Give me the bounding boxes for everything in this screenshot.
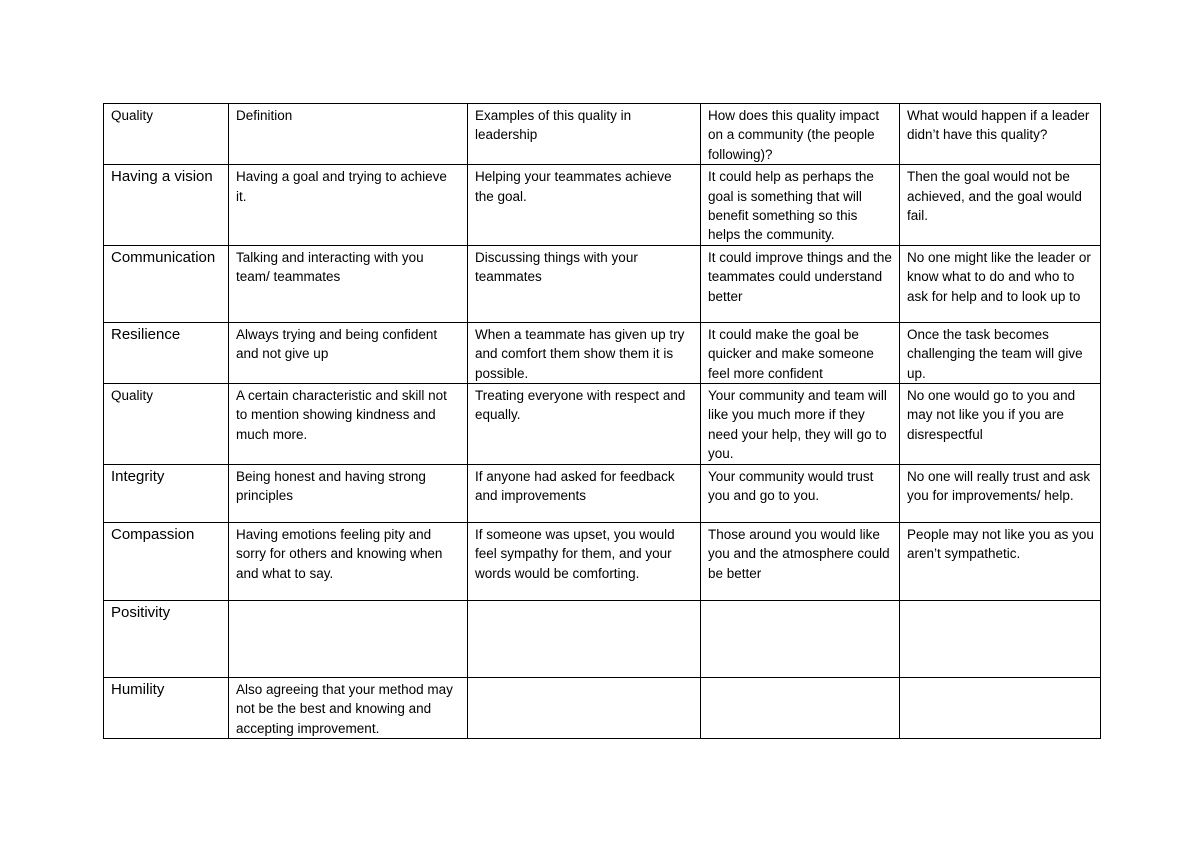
- quality-cell: Having a vision: [104, 165, 229, 246]
- without-cell: No one might like the leader or know what to do and who to ask for help and to look up to: [900, 245, 1101, 322]
- quality-cell: Humility: [104, 677, 229, 738]
- examples-cell: Helping your teammates achieve the goal.: [468, 165, 701, 246]
- quality-cell: Quality: [104, 384, 229, 465]
- impact-cell: [701, 677, 900, 738]
- table-row: [104, 322, 1101, 383]
- header-without: What would happen if a leader didn’t have this quality?: [900, 104, 1101, 165]
- examples-cell: When a teammate has given up try and comfort them show them it is possible.: [468, 322, 701, 383]
- header-impact: How does this quality impact on a community (the people following)?: [701, 104, 900, 165]
- without-cell: Then the goal would not be achieved, and the goal would fail.: [900, 165, 1101, 246]
- without-cell: [900, 677, 1101, 738]
- definition-cell: Having emotions feeling pity and sorry for others and knowing when and what to say.: [229, 522, 468, 600]
- without-cell: People may not like you as you aren’t sympathetic.: [900, 522, 1101, 600]
- examples-cell: [468, 600, 701, 677]
- impact-cell: It could improve things and the teammates could understand better: [701, 245, 900, 322]
- impact-cell: Those around you would like you and the atmosphere could be better: [701, 522, 900, 600]
- table-row: [104, 522, 1101, 600]
- definition-cell: Being honest and having strong principles: [229, 464, 468, 522]
- without-cell: No one would go to you and may not like you if you are disrespectful: [900, 384, 1101, 465]
- header-definition: Definition: [229, 104, 468, 165]
- header-quality: Quality: [104, 104, 229, 165]
- table-row: [104, 245, 1101, 322]
- table-row: [104, 677, 1101, 738]
- table-header-row: [104, 104, 1101, 165]
- quality-cell: Positivity: [104, 600, 229, 677]
- examples-cell: Discussing things with your teammates: [468, 245, 701, 322]
- header-examples: Examples of this quality in leadership: [468, 104, 701, 165]
- quality-cell: Resilience: [104, 322, 229, 383]
- definition-cell: Talking and interacting with you team/ teammates: [229, 245, 468, 322]
- definition-cell: Always trying and being confident and not give up: [229, 322, 468, 383]
- definition-cell: A certain characteristic and skill not to mention showing kindness and much more.: [229, 384, 468, 465]
- without-cell: Once the task becomes challenging the team will give up.: [900, 322, 1101, 383]
- quality-cell: Integrity: [104, 464, 229, 522]
- examples-cell: If anyone had asked for feedback and improvements: [468, 464, 701, 522]
- impact-cell: It could make the goal be quicker and make someone feel more confident: [701, 322, 900, 383]
- quality-cell: Communication: [104, 245, 229, 322]
- table-row: [104, 464, 1101, 522]
- leadership-qualities-table: [103, 103, 1101, 739]
- examples-cell: If someone was upset, you would feel sympathy for them, and your words would be comforting.: [468, 522, 701, 600]
- definition-cell: [229, 600, 468, 677]
- impact-cell: Your community would trust you and go to you.: [701, 464, 900, 522]
- definition-cell: Also agreeing that your method may not be the best and knowing and accepting improvement.: [229, 677, 468, 738]
- impact-cell: [701, 600, 900, 677]
- impact-cell: It could help as perhaps the goal is something that will benefit something so this helps the community.: [701, 165, 900, 246]
- definition-cell: Having a goal and trying to achieve it.: [229, 165, 468, 246]
- table-row: [104, 600, 1101, 677]
- examples-cell: [468, 677, 701, 738]
- quality-cell: Compassion: [104, 522, 229, 600]
- without-cell: [900, 600, 1101, 677]
- table-row: [104, 384, 1101, 465]
- impact-cell: Your community and team will like you much more if they need your help, they will go to you.: [701, 384, 900, 465]
- without-cell: No one will really trust and ask you for improvements/ help.: [900, 464, 1101, 522]
- table-row: [104, 165, 1101, 246]
- examples-cell: Treating everyone with respect and equally.: [468, 384, 701, 465]
